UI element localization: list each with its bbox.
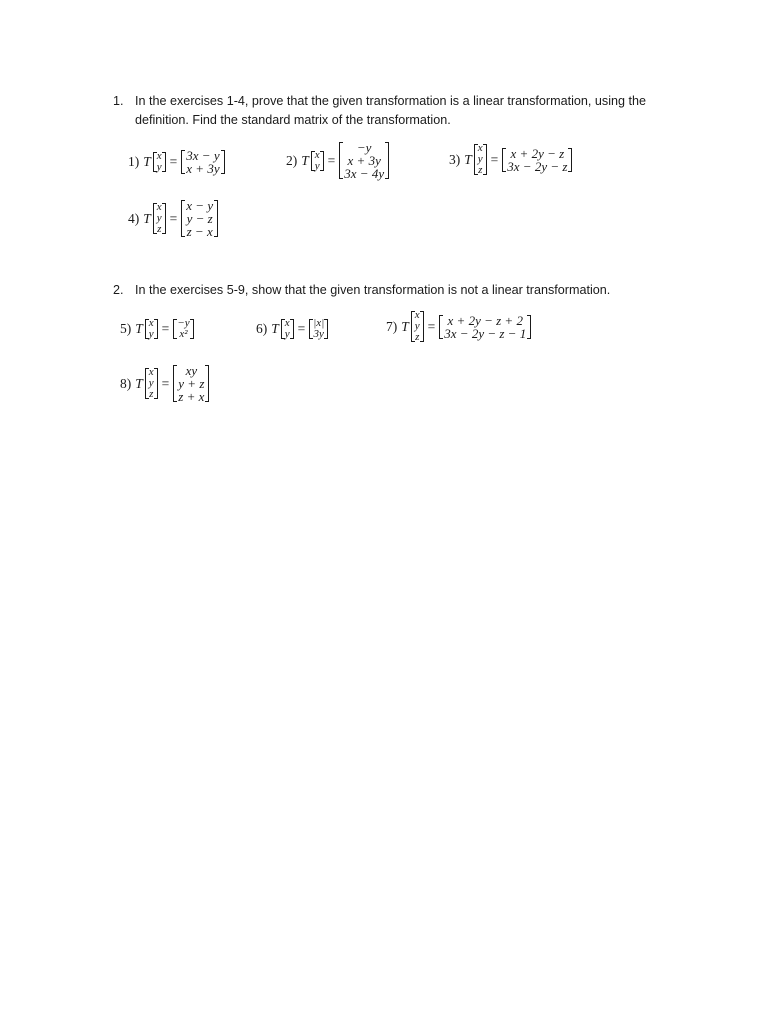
transform-symbol: T	[401, 318, 409, 334]
exercise-label: 3)	[449, 151, 461, 167]
vector-entry: |x|	[313, 317, 325, 329]
exercise-label: 6)	[256, 321, 268, 336]
transform-symbol: T	[301, 152, 309, 168]
vector-entry: 3y	[313, 328, 324, 340]
vector-entry: 3x − 2y − z	[507, 158, 568, 174]
vector-entry: x	[477, 142, 483, 154]
output-vector	[502, 147, 572, 173]
vector-entry: y	[156, 161, 162, 173]
exercise-7	[386, 310, 531, 343]
output-vector	[339, 141, 389, 180]
input-vector	[153, 202, 166, 235]
input-vector	[145, 367, 158, 400]
exercise-label: 7)	[386, 318, 398, 334]
output-vector	[173, 364, 209, 403]
transform-symbol: T	[135, 375, 143, 391]
problem-2-statement	[113, 281, 673, 300]
vector-entry: y	[156, 212, 162, 224]
transform-symbol: T	[135, 321, 143, 336]
exercise-label: 1)	[128, 154, 140, 169]
exercise-1	[128, 149, 225, 175]
input-vector	[145, 318, 158, 340]
vector-entry: x − y	[186, 198, 214, 213]
vector-entry: −y	[177, 317, 190, 329]
exercise-label: 8)	[120, 375, 132, 391]
problem-2-text: In the exercises 5-9, show that the given transformation is not a linear transformation.	[135, 283, 611, 297]
problem-1-statement	[113, 92, 673, 130]
vector-entry: y	[148, 377, 154, 389]
vector-entry: 3x − 2y − z − 1	[444, 325, 527, 341]
transform-symbol: T	[143, 154, 151, 169]
equals-sign: =	[427, 318, 436, 334]
exercise-6	[256, 318, 328, 340]
input-vector	[474, 143, 487, 176]
vector-entry: x	[148, 317, 154, 329]
vector-entry: xy	[185, 363, 198, 378]
input-vector	[411, 310, 424, 343]
vector-entry: y	[477, 153, 483, 165]
transform-symbol: T	[271, 321, 279, 336]
problem-2-number: 2.	[113, 283, 124, 297]
exercise-label: 5)	[120, 321, 132, 336]
equals-sign: =	[161, 375, 170, 391]
vector-entry: y − z	[186, 211, 213, 226]
vector-entry: z	[157, 223, 162, 235]
vector-entry: x²	[179, 328, 188, 340]
vector-entry: z − x	[186, 224, 213, 239]
output-vector	[173, 318, 193, 340]
vector-entry: 3x − 4y	[344, 166, 385, 181]
vector-entry: x + 2y − z	[510, 145, 565, 161]
vector-entry: x	[414, 309, 420, 321]
input-vector	[311, 150, 324, 172]
vector-entry: −y	[356, 140, 372, 155]
exercise-3	[449, 143, 572, 176]
equals-sign: =	[169, 154, 178, 169]
vector-entry: z	[478, 164, 483, 176]
exercise-4	[128, 199, 218, 238]
exercise-8	[120, 364, 209, 403]
output-vector	[439, 314, 531, 340]
vector-entry: y	[414, 320, 420, 332]
equals-sign: =	[490, 151, 499, 167]
exercise-label: 4)	[128, 210, 140, 226]
vector-entry: x	[314, 148, 320, 161]
vector-entry: x	[284, 317, 290, 329]
vector-entry: x	[156, 201, 162, 213]
vector-entry: y + z	[178, 376, 205, 391]
vector-entry: y	[284, 328, 290, 340]
vector-entry: z	[415, 331, 420, 343]
vector-entry: z	[149, 388, 154, 400]
vector-entry: y	[148, 328, 154, 340]
vector-entry: x	[148, 366, 154, 378]
vector-entry: x + 2y − z + 2	[447, 312, 523, 328]
equals-sign: =	[169, 210, 178, 226]
exercise-2	[286, 141, 389, 180]
equals-sign: =	[327, 152, 336, 168]
vector-entry: x + 3y	[347, 153, 381, 168]
input-vector	[153, 151, 166, 173]
output-vector	[181, 149, 224, 175]
output-vector	[181, 199, 218, 238]
exercise-5	[120, 318, 194, 340]
vector-entry: x	[156, 150, 162, 162]
vector-entry: y	[314, 159, 320, 172]
vector-entry: x + 3y	[186, 161, 220, 176]
output-vector	[309, 318, 328, 340]
equals-sign: =	[161, 321, 170, 336]
transform-symbol: T	[464, 151, 472, 167]
equals-sign: =	[297, 321, 306, 336]
vector-entry: z + x	[178, 389, 205, 404]
problem-1-text: In the exercises 1-4, prove that the given transformation is a linear transformation, using the definition. Find the standard matrix of the transformation.	[135, 94, 647, 127]
vector-entry: 3x − y	[186, 148, 220, 163]
exercise-label: 2)	[286, 152, 298, 168]
input-vector	[281, 318, 294, 340]
problem-1-number: 1.	[113, 94, 124, 108]
transform-symbol: T	[143, 210, 151, 226]
